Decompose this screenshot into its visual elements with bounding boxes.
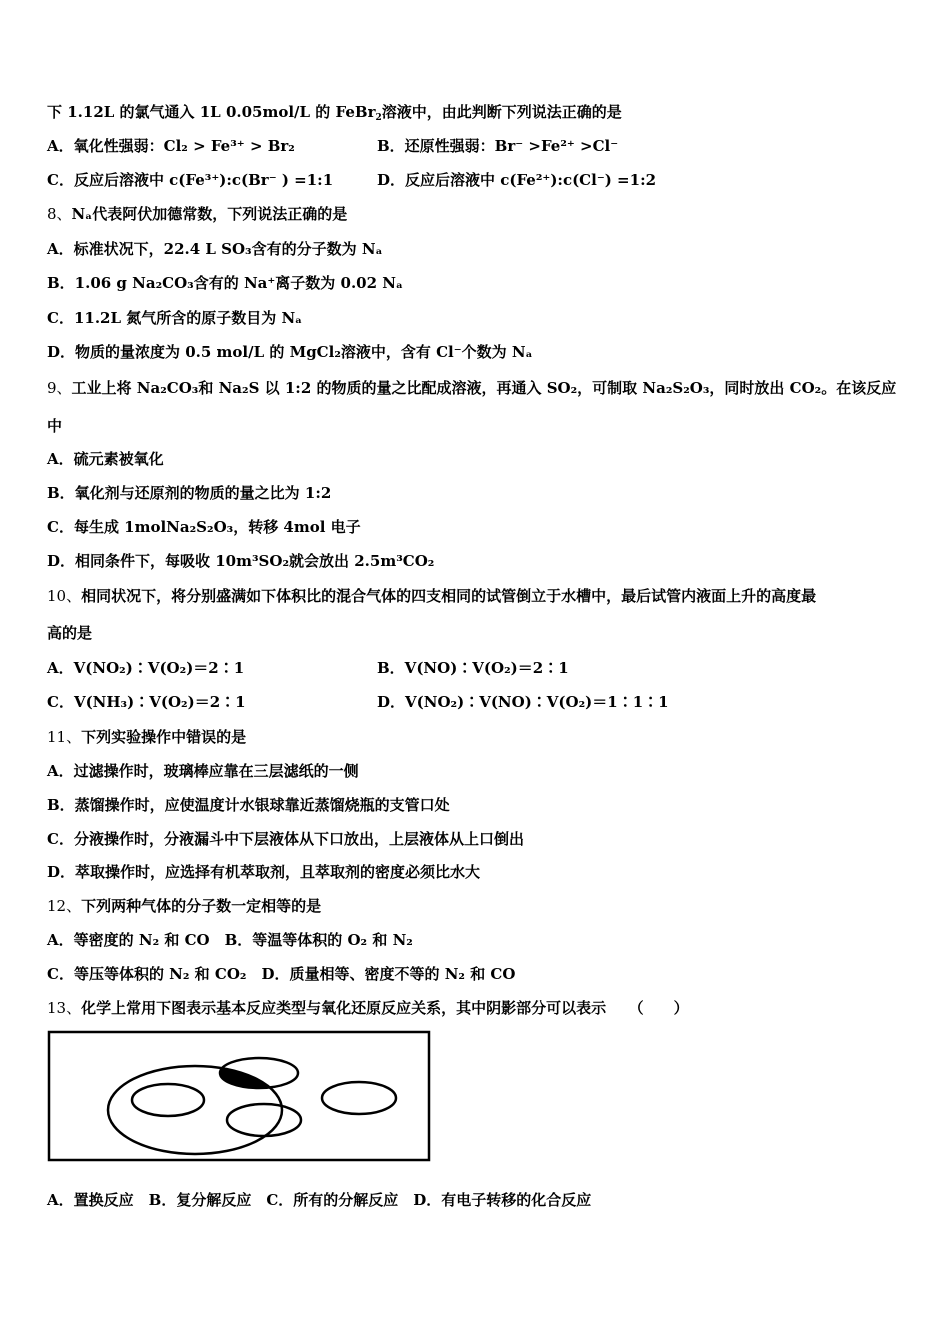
q12-options-ab: A．等密度的 N₂ 和 CO B．等温等体积的 O₂ 和 N₂: [47, 931, 413, 949]
q7-option-d: D．反应后溶液中 c(Fe²⁺):c(Cl⁻) =1:2: [377, 171, 657, 189]
q10-option-a: A．V(NO₂)∶V(O₂)＝2∶1: [47, 659, 245, 677]
q9-option-b: B．氧化剂与还原剂的物质的量之比为 1:2: [47, 484, 332, 502]
q7-option-a: A．氧化性强弱：Cl₂ > Fe³⁺ > Br₂: [47, 137, 295, 155]
q9-stem-line2: 中: [47, 417, 63, 435]
q11-option-c: C．分液操作时，分液漏斗中下层液体从下口放出，上层液体从上口倒出: [47, 830, 524, 848]
q9-option-c: C．每生成 1molNa₂S₂O₃，转移 4mol 电子: [47, 518, 361, 536]
q7-options-row1: [47, 136, 619, 156]
q7-option-c: C．反应后溶液中 c(Fe³⁺):c(Br⁻ ) =1:1: [47, 171, 334, 189]
q12-number: 12、: [47, 897, 82, 915]
q12-options-cd: C．等压等体积的 N₂ 和 CO₂ D．质量相等、密度不等的 N₂ 和 CO: [47, 965, 516, 983]
q7-options-row2: [47, 170, 657, 190]
q10-option-b: B．V(NO)∶V(O₂)＝2∶1: [377, 659, 569, 677]
q9-option-a: A．硫元素被氧化: [47, 450, 164, 468]
q11-option-a: A．过滤操作时，玻璃棒应靠在三层滤纸的一侧: [47, 762, 359, 780]
q12-stem: 12、下列两种气体的分子数一定相等的是: [47, 897, 322, 915]
q13-stem: 13、化学上常用下图表示基本反应类型与氧化还原反应关系，其中阴影部分可以表示 （ ）: [47, 999, 689, 1017]
reaction-type-venn-diagram: [47, 1030, 433, 1170]
q11-stem: 11、下列实验操作中错误的是: [47, 728, 247, 746]
q11-option-d: D．萃取操作时，应选择有机萃取剂，且萃取剂的密度必须比水大: [47, 863, 481, 881]
q10-option-c: C．V(NH₃)∶V(O₂)＝2∶1: [47, 693, 246, 711]
q7-option-b: B．还原性强弱：Br⁻ >Fe²⁺ >Cl⁻: [377, 137, 619, 155]
left-inner-ellipse: [132, 1084, 204, 1116]
right-ellipse: [322, 1082, 396, 1114]
q13-options: A．置换反应 B．复分解反应 C．所有的分解反应 D．有电子转移的化合反应: [47, 1191, 592, 1209]
q8-option-b: B．1.06 g Na₂CO₃含有的 Na⁺离子数为 0.02 Nₐ: [47, 274, 403, 292]
venn-diagram-svg: [47, 1030, 433, 1166]
q8-stem: 8、Nₐ代表阿伏加德常数，下列说法正确的是: [47, 205, 348, 223]
q8-number: 8、: [47, 205, 72, 223]
q13-number: 13、: [47, 999, 82, 1017]
q9-number: 9、: [47, 379, 72, 397]
frame-rectangle: [49, 1032, 429, 1160]
q10-stem-line1: 10、相同状况下，将分别盛满如下体积比的混合气体的四支相同的试管倒立于水槽中，最后试管内液面上升的高度最: [47, 587, 817, 605]
q10-options-row2: [47, 692, 669, 712]
q11-option-b: B．蒸馏操作时，应使温度计水银球靠近蒸馏烧瓶的支管口处: [47, 796, 450, 814]
bottom-inner-ellipse: [227, 1104, 301, 1136]
q9-stem-line1: 9、工业上将 Na₂CO₃和 Na₂S 以 1:2 的物质的量之比配成溶液，再通入 SO₂，可制取 Na₂S₂O₃，同时放出 CO₂。在该反应: [47, 379, 897, 397]
q8-option-d: D．物质的量浓度为 0.5 mol/L 的 MgCl₂溶液中，含有 Cl⁻个数为 Nₐ: [47, 343, 533, 361]
q11-number: 11、: [47, 728, 82, 746]
q7-stem: 下 1.12L 的氯气通入 1L 0.05mol/L 的 FeBr$_2$溶液中，由此判断下列说法正确的是: [47, 103, 622, 123]
q8-option-c: C．11.2L 氮气所含的原子数目为 Nₐ: [47, 309, 303, 327]
q10-number: 10、: [47, 587, 82, 605]
q8-option-a: A．标准状况下，22.4 L SO₃含有的分子数为 Nₐ: [47, 240, 383, 258]
q10-options-row1: [47, 658, 569, 678]
q10-option-d: D．V(NO₂)∶V(NO)∶V(O₂)＝1∶1∶1: [377, 693, 669, 711]
q10-stem-line2: 高的是: [47, 624, 93, 642]
q9-option-d: D．相同条件下，每吸收 10m³SO₂就会放出 2.5m³CO₂: [47, 552, 435, 570]
